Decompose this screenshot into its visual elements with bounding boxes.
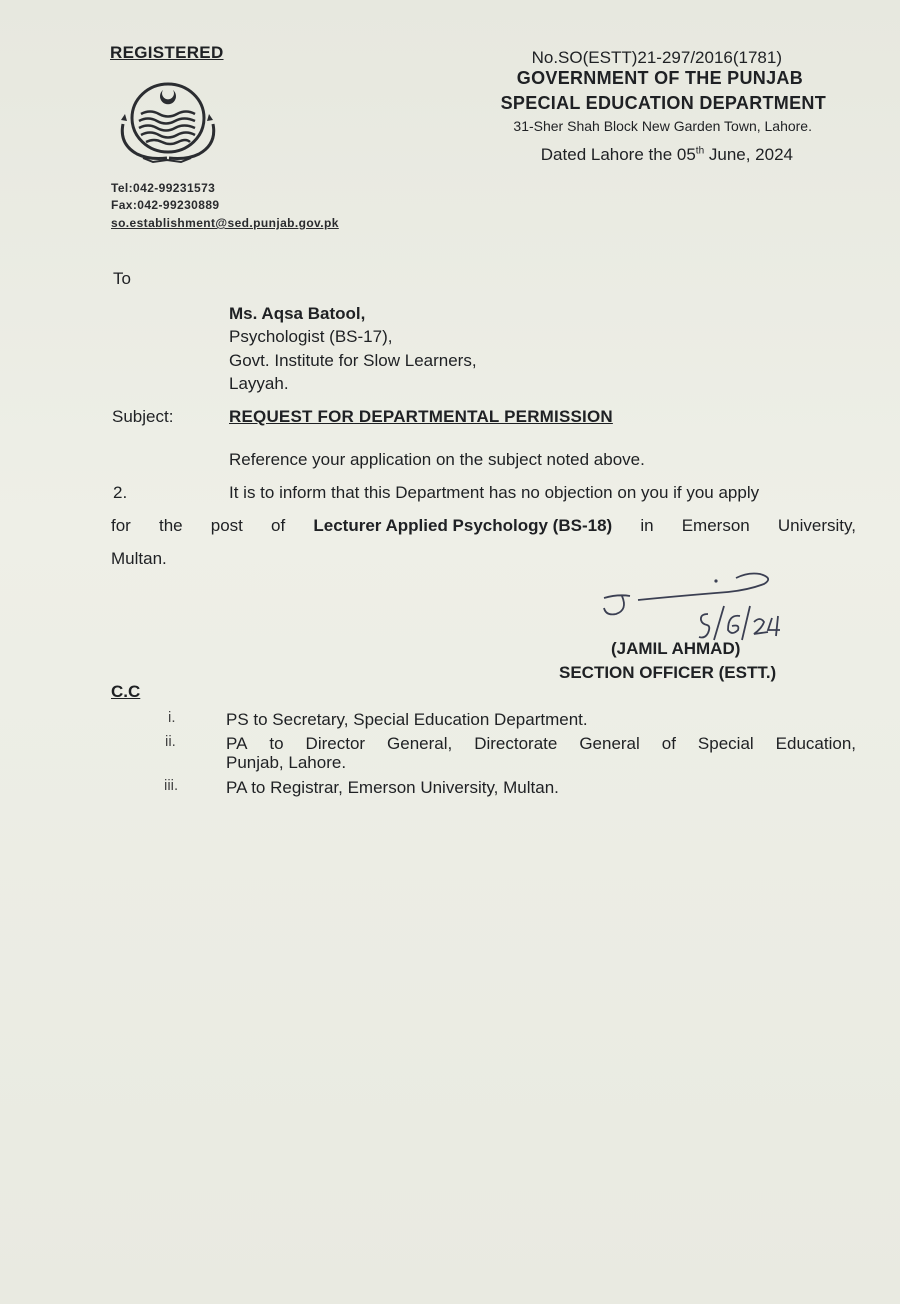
cc-item-number: i. <box>168 709 176 726</box>
email-address[interactable]: so.establishment@sed.punjab.gov.pk <box>111 216 339 230</box>
reference-number: No.SO(ESTT)21-297/2016(1781) <box>531 48 782 67</box>
cc-item-number: ii. <box>165 733 176 750</box>
punjab-govt-logo-icon <box>113 80 221 166</box>
fax-number: Fax:042-99230889 <box>111 198 220 212</box>
recipient-name: Ms. Aqsa Batool, <box>229 304 366 323</box>
signatory-designation: SECTION OFFICER (ESTT.) <box>559 663 777 682</box>
recipient-designation: Psychologist (BS-17), <box>229 327 393 346</box>
paragraph-2-line-1: It is to inform that this Department has no objection on you if you apply <box>229 483 760 502</box>
cc-item: PS to Secretary, Special Education Department. <box>226 710 588 729</box>
letter-date: Dated Lahore the 05th June, 2024 <box>540 145 793 164</box>
cc-label: C.C <box>111 682 141 701</box>
government-title: GOVERNMENT OF THE PUNJAB <box>516 68 803 88</box>
to-label: To <box>113 269 131 288</box>
cc-item: PA to Registrar, Emerson University, Multan. <box>226 778 559 797</box>
post-title: Lecturer Applied Psychology (BS-18) <box>313 516 613 535</box>
subject-title: REQUEST FOR DEPARTMENTAL PERMISSION <box>229 407 613 426</box>
paragraph-2-line-2: for the post of Lecturer Applied Psychology (BS-18) in Emerson University, <box>111 516 856 535</box>
department-address: 31-Sher Shah Block New Garden Town, Lahore. <box>513 118 812 134</box>
paragraph-2-line-3: Multan. <box>111 549 167 568</box>
paragraph-2-number: 2. <box>113 483 128 502</box>
telephone-number: Tel:042-99231573 <box>111 181 216 195</box>
cc-item-continuation: Punjab, Lahore. <box>226 753 347 772</box>
cc-item: PA to Director General, Directorate General of Special Education, <box>226 734 856 753</box>
signatory-name: (JAMIL AHMAD) <box>611 639 741 658</box>
paragraph-1: Reference your application on the subject noted above. <box>229 450 645 469</box>
registered-label: REGISTERED <box>110 43 224 62</box>
subject-label: Subject: <box>112 407 174 426</box>
cc-item-number: iii. <box>164 777 179 794</box>
handwritten-signature <box>600 572 800 644</box>
department-title: SPECIAL EDUCATION DEPARTMENT <box>500 93 826 113</box>
recipient-institute: Govt. Institute for Slow Learners, <box>229 351 477 370</box>
recipient-city: Layyah. <box>229 374 289 393</box>
